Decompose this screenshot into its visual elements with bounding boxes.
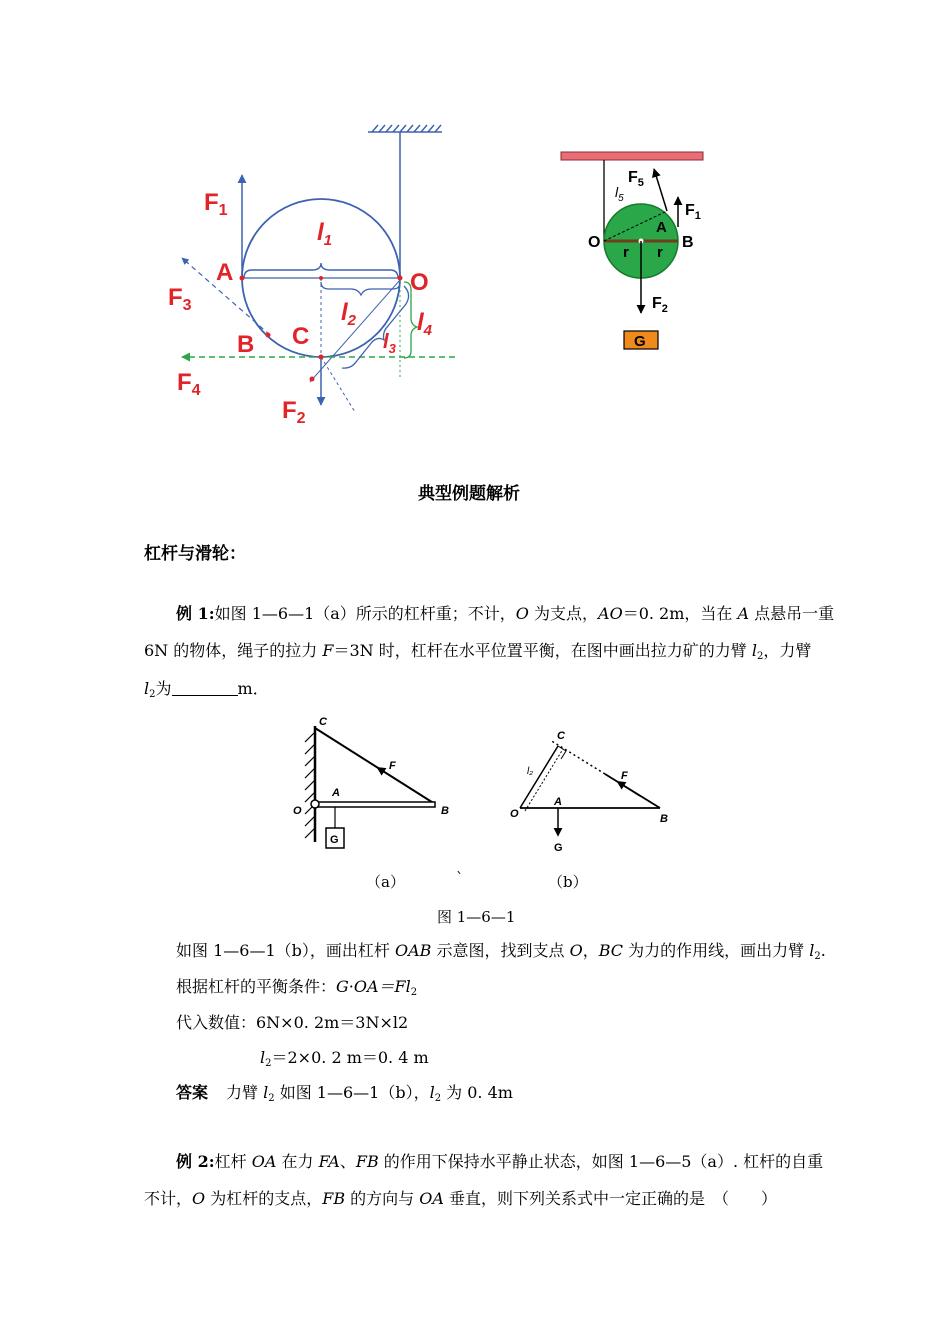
label-a-a: A <box>332 787 340 799</box>
label-f-b: F <box>621 770 628 782</box>
subsection-title: 杠杆与滑轮： <box>144 544 246 564</box>
section-title: 典型例题解析 <box>418 484 520 504</box>
point-foot <box>310 377 315 382</box>
label-l2-b: l₂ <box>527 766 534 777</box>
label-f5: $F_5$ <box>628 169 644 189</box>
ex2-line2: 不计，O 为杠杆的支点，FB 的方向与 OA 垂直，则下列关系式中一定正确的是 （ ） <box>144 1189 778 1208</box>
label-r2: r <box>657 244 663 261</box>
ceiling-bar <box>561 152 703 160</box>
label-g-a: G <box>330 834 339 846</box>
f-arrow-b <box>618 782 640 796</box>
label-l2: $l_2$ <box>341 299 357 329</box>
line-bc-dotted <box>550 740 605 774</box>
label-l5: $l_5$ <box>615 184 624 204</box>
label-b-b: B <box>660 813 668 825</box>
label-b: B <box>237 331 255 358</box>
caption-tick: ` <box>456 869 464 887</box>
label-b-a: B <box>441 805 449 817</box>
ex1-line1: 例 1:如图 1—6—1（a）所示的杠杆重；不计，O 为支点，AO＝0. 2m，当在 A 点悬吊一重 <box>176 604 835 623</box>
sol-line1: 如图 1—6—1（b），画出杠杆 OAB 示意图，找到支点 O，BC 为力的作用线，画出力臂 $l_2$. <box>176 941 826 962</box>
label-a: A <box>216 259 234 286</box>
label-f1-right: $F_1$ <box>685 202 701 222</box>
f5-arrow <box>654 169 667 211</box>
point-b <box>266 333 271 338</box>
label-l1: $l_1$ <box>317 219 333 249</box>
label-b-right: B <box>682 234 694 251</box>
figure-caption: 图 1—6—1 <box>437 908 516 926</box>
label-r1: r <box>623 244 629 261</box>
right-angle-mark <box>558 746 566 759</box>
label-f3: $F_3$ <box>168 284 192 314</box>
label-o-right: O <box>588 234 601 251</box>
point-a <box>240 276 245 281</box>
ex2-line1: 例 2:杠杆 OA 在力 FA、FB 的作用下保持水平静止状态，如图 1—6—5（a）. 杠杆的自重 <box>176 1152 824 1171</box>
label-f2: $F_2$ <box>282 397 306 427</box>
sol-line3: 代入数值：6N×0. 2m＝3N×l2 <box>176 1013 409 1032</box>
label-c-a: C <box>319 716 327 728</box>
ex1-line2: 6N 的物体，绳子的拉力 F＝3N 时，杠杆在水平位置平衡，在图中画出拉力矿的力臂 $l_2$，力臂 <box>144 641 812 662</box>
l1-brace <box>244 263 398 278</box>
answer-label: 答案 <box>176 1083 209 1102</box>
label-l4: $l_4$ <box>417 309 433 339</box>
wall-hatch <box>305 732 315 838</box>
label-c-b: C <box>557 730 565 742</box>
caption-a: （a） <box>366 873 405 891</box>
answer-blank <box>172 680 238 696</box>
label-a-b: A <box>554 796 562 808</box>
point-center <box>319 276 323 280</box>
sol-line4: $l_2=2\times 0$. 2 m＝0. 4 m <box>260 1048 429 1069</box>
caption-b: （b） <box>548 873 588 891</box>
label-f4: $F_4$ <box>177 369 201 399</box>
lever-oab <box>315 802 435 807</box>
label-o-b: O <box>510 808 519 820</box>
label-l3: $l_3$ <box>383 331 396 356</box>
pivot-o <box>311 800 319 808</box>
pulley-lever-figure <box>160 120 460 430</box>
ex1-line3: $l_2$为 m． <box>144 679 269 700</box>
figure-1-6-1a <box>290 712 460 857</box>
label-g-right: G <box>634 333 646 350</box>
label-f-a: F <box>389 760 396 772</box>
label-f2-right: $F_2$ <box>652 295 668 315</box>
ex1-label: 例 1: <box>176 604 215 623</box>
label-c: C <box>292 323 310 350</box>
label-o: O <box>410 269 429 296</box>
f3-extension <box>321 357 355 412</box>
ex2-label: 例 2: <box>176 1152 215 1171</box>
point-o <box>398 276 403 281</box>
wheel-figure <box>555 145 715 360</box>
answer-line: 答案 力臂 $l_2$ 如图 1—6—1（b），$l_2$ 为 0. 4m <box>176 1083 513 1104</box>
point-c <box>319 355 324 360</box>
label-o-a: O <box>293 805 302 817</box>
ceiling-hatch <box>368 125 442 132</box>
sol-line2: 根据杠杆的平衡条件：$G\cdot OA=Fl_2$ <box>176 977 418 998</box>
label-f1: $F_1$ <box>204 189 228 219</box>
l2-arm <box>520 746 558 808</box>
label-g-b: G <box>554 842 563 854</box>
figure-1-6-1b <box>500 722 675 857</box>
label-a-right: A <box>656 219 667 236</box>
